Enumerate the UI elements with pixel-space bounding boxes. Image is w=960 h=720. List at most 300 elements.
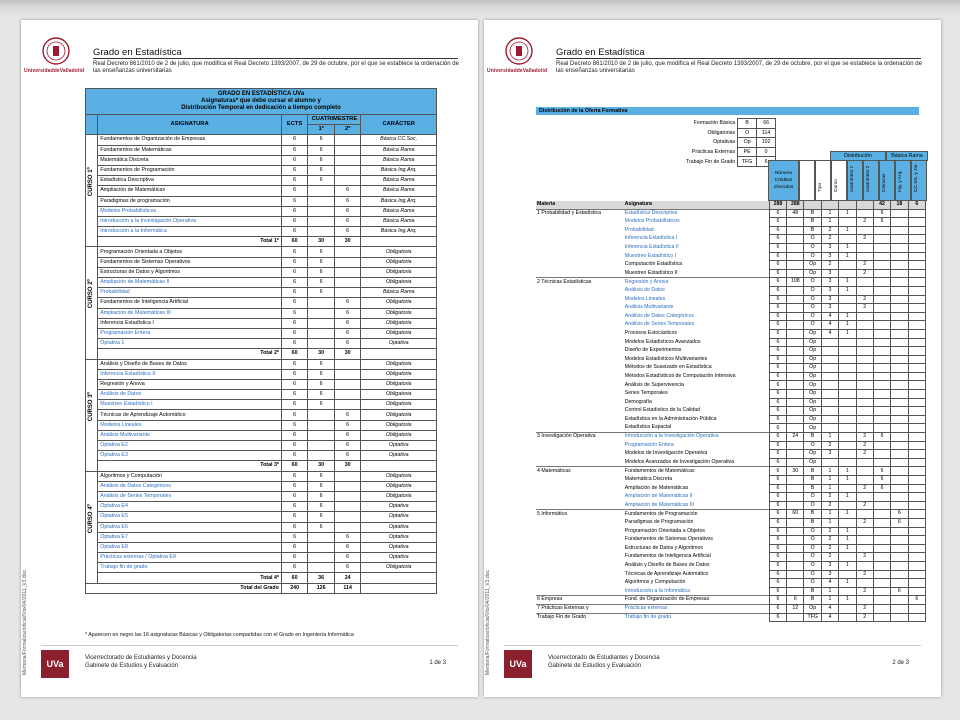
table-row xyxy=(86,267,437,277)
table-row xyxy=(536,286,926,295)
value-cell xyxy=(821,372,838,381)
value-cell: 2 xyxy=(856,553,873,562)
s2-cell: 6 xyxy=(334,553,361,563)
subject-name: Introducción a la Investigación Operativa xyxy=(98,216,282,226)
value-cell xyxy=(856,278,873,287)
materia-cell xyxy=(536,338,624,347)
s2-cell xyxy=(334,512,361,522)
value-cell: 6 xyxy=(769,518,786,527)
subject-name: Fundamentos de Matemáticas xyxy=(98,145,282,155)
value-cell xyxy=(873,424,890,433)
value-cell xyxy=(839,518,856,527)
value-cell xyxy=(873,372,890,381)
table-row xyxy=(86,318,437,328)
value-cell xyxy=(908,415,925,424)
value-cell xyxy=(908,407,925,416)
subject-name: Introducción a la Informática xyxy=(98,227,282,237)
value-cell: 6 xyxy=(769,278,786,287)
ects-cell: 6 xyxy=(281,339,308,349)
subject-name: Análisis de Series Temporales xyxy=(98,491,282,501)
s2-cell: 6 xyxy=(334,227,361,237)
caracter-cell: Optativa xyxy=(361,512,437,522)
value-cell xyxy=(839,501,856,510)
table-row xyxy=(536,570,926,579)
ects-cell: 6 xyxy=(281,512,308,522)
value-cell xyxy=(908,467,925,476)
ects-cell: 6 xyxy=(281,390,308,400)
s2-cell xyxy=(334,481,361,491)
university-crest-icon xyxy=(41,36,71,66)
s1-cell xyxy=(308,328,335,338)
s2-cell: 6 xyxy=(334,339,361,349)
subject-name: Estructuras de Datos y Algoritmos xyxy=(98,267,282,277)
footer-text: Vicerrectorado de Estudiantes y Docencia Gabinete de Estudios y Evaluación xyxy=(548,655,660,669)
value-cell xyxy=(873,226,890,235)
value-cell: 2 xyxy=(821,544,838,553)
asignatura-cell: Matemática Discreta xyxy=(624,476,673,483)
table-row xyxy=(86,206,437,216)
table-row xyxy=(86,390,437,400)
s2-cell: 6 xyxy=(334,318,361,328)
value-cell xyxy=(891,407,908,416)
value-cell: 30 xyxy=(787,467,804,476)
value-cell xyxy=(787,347,804,356)
subject-name: Algoritmos y Computación xyxy=(98,471,282,481)
s2-cell xyxy=(334,471,361,481)
value-cell xyxy=(891,596,908,605)
s1-cell xyxy=(308,216,335,226)
value-cell: Op xyxy=(804,338,821,347)
subject-name: Optativa E3 xyxy=(98,451,282,461)
value-cell xyxy=(787,561,804,570)
value-cell xyxy=(787,355,804,364)
value-cell xyxy=(891,209,908,218)
value-cell xyxy=(856,329,873,338)
value-cell: B xyxy=(804,433,821,442)
value-cell xyxy=(787,381,804,390)
value-cell: 2 xyxy=(821,553,838,562)
header-curso: Curso xyxy=(831,160,847,201)
table-row xyxy=(86,430,437,440)
value-cell: B xyxy=(804,596,821,605)
caracter-cell: Básica Rama xyxy=(361,145,437,155)
s2-cell xyxy=(334,288,361,298)
value-cell xyxy=(787,372,804,381)
value-cell xyxy=(891,579,908,588)
ects-cell: 6 xyxy=(281,441,308,451)
value-cell: 6 xyxy=(769,415,786,424)
value-cell: 1 xyxy=(821,218,838,227)
subject-name: Regresión y Anova xyxy=(98,379,282,389)
table-row xyxy=(536,613,926,622)
course-total-row: Total 2º 60 30 30 xyxy=(86,349,437,359)
caracter-cell: Obligatoria xyxy=(361,410,437,420)
materia-cell xyxy=(536,587,624,596)
value-cell xyxy=(821,390,838,399)
value-cell xyxy=(908,304,925,313)
basica-rama-header: Básica Rama xyxy=(886,151,928,161)
header-ciencias: Ciencias xyxy=(879,160,895,201)
materia-cell xyxy=(536,269,624,278)
s1-cell xyxy=(308,410,335,420)
materia-cell xyxy=(536,493,624,502)
value-cell xyxy=(891,398,908,407)
value-cell: 1 xyxy=(821,209,838,218)
table-row xyxy=(536,218,926,227)
caracter-cell: Básica Ing.Arq. xyxy=(361,165,437,175)
value-cell xyxy=(856,544,873,553)
value-cell xyxy=(873,415,890,424)
value-cell xyxy=(787,295,804,304)
asignatura-cell: Algoritmos y Computación xyxy=(624,579,686,586)
value-cell: 6 xyxy=(769,261,786,270)
s1-cell: 6 xyxy=(308,247,335,257)
value-cell xyxy=(873,458,890,467)
credits-summary xyxy=(684,118,776,167)
value-cell xyxy=(891,218,908,227)
value-cell: 4 xyxy=(821,321,838,330)
value-cell xyxy=(908,347,925,356)
value-cell xyxy=(908,372,925,381)
subject-name: Inferencia Estadística I xyxy=(98,318,282,328)
value-cell xyxy=(908,364,925,373)
value-cell xyxy=(908,493,925,502)
value-cell xyxy=(908,235,925,244)
materia-cell xyxy=(536,441,624,450)
value-cell xyxy=(908,312,925,321)
value-cell: 6 xyxy=(908,596,925,605)
value-cell xyxy=(839,570,856,579)
value-cell xyxy=(787,527,804,536)
subject-name: Fundamentos de Inteligencia Artificial xyxy=(98,298,282,308)
value-cell xyxy=(787,424,804,433)
value-cell: 1 xyxy=(839,209,856,218)
course-label: CURSO 4º xyxy=(86,471,98,583)
asignatura-cell: Procesos Estocásticos xyxy=(624,330,677,336)
caracter-cell: Obligatoria xyxy=(361,278,437,288)
value-cell xyxy=(873,493,890,502)
asignatura-cell: Series Temporales xyxy=(624,390,668,397)
value-cell xyxy=(891,390,908,399)
value-cell xyxy=(821,364,838,373)
asignatura-cell: Estadística en la Administración Pública xyxy=(624,415,717,422)
subject-name: Paradigmas de programación xyxy=(98,196,282,206)
table-row xyxy=(536,329,926,338)
value-cell: 1 xyxy=(839,252,856,261)
value-cell xyxy=(908,295,925,304)
ects-cell: 6 xyxy=(281,308,308,318)
table-row xyxy=(86,471,437,481)
value-cell: O xyxy=(804,243,821,252)
value-cell: 6 xyxy=(769,312,786,321)
value-cell xyxy=(891,553,908,562)
value-cell: 6 xyxy=(769,587,786,596)
s1-cell: 6 xyxy=(308,522,335,532)
materia-cell xyxy=(536,407,624,416)
caracter-cell: Obligatoria xyxy=(361,400,437,410)
value-cell xyxy=(839,338,856,347)
asignatura-cell: Modelos Estadísticos Avanzados xyxy=(624,338,701,345)
table-row xyxy=(536,579,926,588)
table-row xyxy=(536,484,926,493)
s2-cell xyxy=(334,278,361,288)
ects-cell: 6 xyxy=(281,247,308,257)
value-cell xyxy=(891,329,908,338)
value-cell: 6 xyxy=(769,372,786,381)
value-cell: 3 xyxy=(821,252,838,261)
ects-cell: 6 xyxy=(281,379,308,389)
subject-name: Optativa 1 xyxy=(98,339,282,349)
value-cell: 1 xyxy=(839,226,856,235)
s2-cell xyxy=(334,400,361,410)
value-cell xyxy=(873,390,890,399)
value-cell xyxy=(787,226,804,235)
table-header-row xyxy=(86,115,437,125)
document-title: Grado en Estadística xyxy=(556,47,645,58)
value-cell xyxy=(787,364,804,373)
table-row xyxy=(536,424,926,433)
value-cell xyxy=(787,587,804,596)
subject-name: Ampliación de Matemáticas II xyxy=(98,278,282,288)
footnote: * Aparecen en negro las 16 asignaturas Básicas y Obligatorias compartidas con el Grado en Ingeniería Informática xyxy=(85,632,354,638)
table-row xyxy=(86,176,437,186)
table-row xyxy=(86,165,437,175)
value-cell xyxy=(873,604,890,613)
value-cell xyxy=(891,381,908,390)
value-cell xyxy=(787,243,804,252)
table-row xyxy=(536,553,926,562)
value-cell xyxy=(787,218,804,227)
table-row xyxy=(86,522,437,532)
header-cuatrimest-2: cuatrimest 2 xyxy=(863,160,879,201)
value-cell xyxy=(891,467,908,476)
value-cell: 3 xyxy=(821,570,838,579)
value-cell: 6 xyxy=(769,347,786,356)
summary-row: Trabajo Fin de Grado TFG 6 xyxy=(684,157,776,167)
value-cell xyxy=(839,433,856,442)
s1-cell xyxy=(308,206,335,216)
value-cell: 2 xyxy=(856,295,873,304)
value-cell xyxy=(787,579,804,588)
asignatura-cell: Análisis y Diseño de Bases de Datos xyxy=(624,562,710,569)
value-cell: 2 xyxy=(856,518,873,527)
value-cell xyxy=(873,286,890,295)
subject-name: Optativa E5 xyxy=(98,512,282,522)
value-cell: 6 xyxy=(787,596,804,605)
table-row xyxy=(536,398,926,407)
value-cell: 2 xyxy=(821,493,838,502)
value-cell: Op xyxy=(804,450,821,459)
s1-cell xyxy=(308,186,335,196)
value-cell: Op xyxy=(804,364,821,373)
ects-cell: 6 xyxy=(281,359,308,369)
value-cell xyxy=(873,338,890,347)
materia-cell xyxy=(536,570,624,579)
value-cell xyxy=(839,587,856,596)
materia-cell xyxy=(536,553,624,562)
caracter-cell: Básica Rama xyxy=(361,288,437,298)
s1-cell xyxy=(308,430,335,440)
value-cell xyxy=(839,450,856,459)
materia-cell: 7 Prácticas Externas y xyxy=(536,604,624,613)
value-cell: 1 xyxy=(821,596,838,605)
value-cell: 2 xyxy=(856,218,873,227)
header-tipo: Tipo xyxy=(815,160,831,201)
value-cell xyxy=(891,527,908,536)
s1-cell: 6 xyxy=(308,165,335,175)
table-row xyxy=(536,407,926,416)
value-cell xyxy=(856,226,873,235)
table-row xyxy=(86,420,437,430)
table-row xyxy=(86,512,437,522)
header-numero-creditos: Número Créditos ofrecidos xyxy=(768,160,799,201)
value-cell xyxy=(908,458,925,467)
table-row xyxy=(536,433,926,442)
subject-name: Matemática Discreta xyxy=(98,155,282,165)
value-cell: 2 xyxy=(856,613,873,622)
value-cell: O xyxy=(804,570,821,579)
header-cuatrimest-1: cuatrimest 1 xyxy=(847,160,863,201)
value-cell xyxy=(787,570,804,579)
materia-cell xyxy=(536,527,624,536)
materia-cell: 5 Informática xyxy=(536,510,624,519)
header-rule xyxy=(93,58,458,59)
value-cell xyxy=(856,493,873,502)
value-cell: 6 xyxy=(769,527,786,536)
asignatura-cell: Regresión y Anova xyxy=(624,278,769,287)
caracter-cell: Obligatoria xyxy=(361,481,437,491)
s2-cell: 6 xyxy=(334,441,361,451)
value-cell xyxy=(856,415,873,424)
value-cell: 3 xyxy=(821,243,838,252)
value-cell: 6 xyxy=(769,304,786,313)
s1-cell xyxy=(308,542,335,552)
value-cell xyxy=(891,433,908,442)
s2-cell xyxy=(334,390,361,400)
table-row xyxy=(536,261,926,270)
value-cell: 6 xyxy=(873,484,890,493)
value-cell xyxy=(856,286,873,295)
value-cell xyxy=(891,493,908,502)
value-cell xyxy=(787,407,804,416)
value-cell xyxy=(873,304,890,313)
value-cell xyxy=(873,553,890,562)
value-cell xyxy=(873,570,890,579)
value-cell: 6 xyxy=(769,467,786,476)
value-cell: 1 xyxy=(839,536,856,545)
ects-cell: 6 xyxy=(281,491,308,501)
value-cell: B xyxy=(804,218,821,227)
summary-row: Formación Básica B 66 xyxy=(684,119,776,129)
value-cell: 6 xyxy=(769,407,786,416)
document-page-1 xyxy=(21,20,478,697)
materia-cell xyxy=(536,226,624,235)
table-row xyxy=(536,467,926,476)
page-number: 1 de 3 xyxy=(429,660,446,666)
caracter-cell: Obligatoria xyxy=(361,471,437,481)
caracter-cell: Obligatoria xyxy=(361,328,437,338)
table-row xyxy=(536,561,926,570)
s2-cell xyxy=(334,247,361,257)
value-cell xyxy=(787,286,804,295)
ects-cell: 6 xyxy=(281,298,308,308)
value-cell: O xyxy=(804,544,821,553)
materia-cell xyxy=(536,450,624,459)
value-cell: 2 xyxy=(821,226,838,235)
value-cell: O xyxy=(804,295,821,304)
value-cell: 1 xyxy=(821,467,838,476)
materia-cell xyxy=(536,561,624,570)
table-row xyxy=(536,355,926,364)
value-cell xyxy=(787,390,804,399)
value-cell xyxy=(856,372,873,381)
value-cell xyxy=(873,587,890,596)
value-cell xyxy=(908,261,925,270)
value-cell: 2 xyxy=(821,536,838,545)
table-row xyxy=(536,347,926,356)
value-cell xyxy=(891,544,908,553)
s1-cell: 6 xyxy=(308,359,335,369)
value-cell: 6 xyxy=(769,613,786,622)
table-row xyxy=(86,288,437,298)
s1-cell xyxy=(308,441,335,451)
table-row xyxy=(86,298,437,308)
caracter-cell: Obligatoria xyxy=(361,420,437,430)
value-cell xyxy=(839,458,856,467)
value-cell: B xyxy=(804,510,821,519)
asignatura-cell: Fundamentos de Programación xyxy=(624,510,769,519)
asignatura-cell: Inferencia Estadística I xyxy=(624,235,678,242)
asignatura-cell: Estructuras de Datos y Algoritmos xyxy=(624,544,703,551)
value-cell xyxy=(873,321,890,330)
header-cuatrimestre: CUATRIMESTRE xyxy=(308,115,361,125)
value-cell xyxy=(839,261,856,270)
value-cell: O xyxy=(804,579,821,588)
table-row xyxy=(536,304,926,313)
materia-cell xyxy=(536,579,624,588)
value-cell: 6 xyxy=(769,295,786,304)
subject-name: Probabilidad xyxy=(98,288,282,298)
value-cell: 6 xyxy=(769,561,786,570)
value-cell: O xyxy=(804,561,821,570)
table-row xyxy=(536,372,926,381)
subject-name: Análisis y Diseño de Bases de Datos xyxy=(98,359,282,369)
value-cell xyxy=(908,518,925,527)
header-caracter: CARÁCTER xyxy=(361,115,437,135)
materia-cell: 6 Empresa xyxy=(536,596,624,605)
value-cell xyxy=(891,338,908,347)
value-cell xyxy=(856,510,873,519)
subject-name: Muestreo Estadístico I xyxy=(98,400,282,410)
materia-cell xyxy=(536,458,624,467)
value-cell: 6 xyxy=(769,441,786,450)
value-cell: 6 xyxy=(769,269,786,278)
table-row xyxy=(536,295,926,304)
s2-cell: 6 xyxy=(334,298,361,308)
asignatura-cell: Modelos Probabilísticos xyxy=(624,218,680,225)
footer-text: Vicerrectorado de Estudiantes y Docencia Gabinete de Estudios y Evaluación xyxy=(85,655,197,669)
value-cell xyxy=(908,269,925,278)
value-cell xyxy=(908,338,925,347)
value-cell xyxy=(873,278,890,287)
table-row xyxy=(536,458,926,467)
value-cell xyxy=(856,407,873,416)
value-cell: O xyxy=(804,441,821,450)
value-cell: 2 xyxy=(856,501,873,510)
value-cell: TFG xyxy=(804,613,821,622)
value-cell: 6 xyxy=(769,226,786,235)
value-cell: O xyxy=(804,527,821,536)
